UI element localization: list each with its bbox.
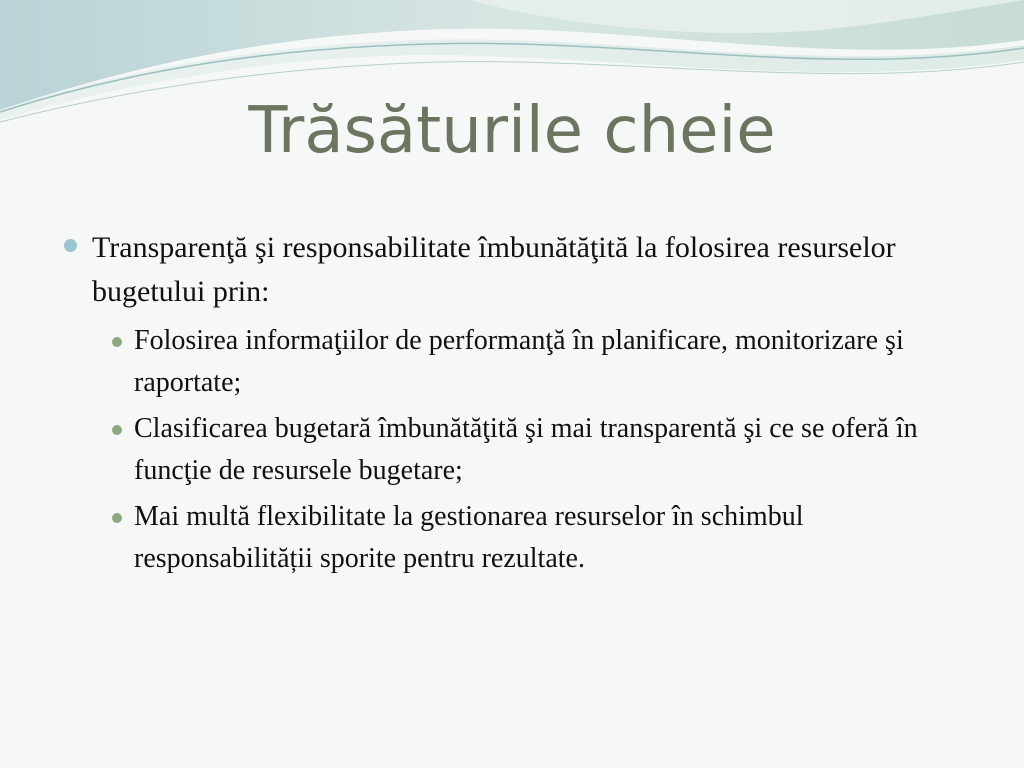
sub-bullet-item bbox=[58, 496, 978, 580]
bullet-dot-icon bbox=[112, 337, 122, 347]
sub-bullet-text: Mai multă flexibilitate la gestionarea resurselor în schimbul responsabilității sporite pentru rezultate. bbox=[134, 501, 804, 574]
sub-bullet-text: Folosirea informaţiilor de performanţă în planificare, monitorizare şi raportate; bbox=[134, 325, 904, 398]
sub-bullet-item bbox=[58, 320, 978, 404]
bullet-dot-icon bbox=[112, 425, 122, 435]
main-bullet-text: Transparenţă şi responsabilitate îmbunătăţită la folosirea resurselor bugetului prin: bbox=[92, 231, 896, 308]
sub-bullet-list bbox=[58, 320, 978, 580]
sub-bullet-item bbox=[58, 408, 978, 492]
slide-content bbox=[58, 226, 978, 584]
sub-bullet-text: Clasificarea bugetară îmbunătăţită şi mai transparentă şi ce se oferă în funcţie de resursele bugetare; bbox=[134, 413, 918, 486]
slide-title: Trăsăturile cheie bbox=[248, 94, 776, 168]
bullet-dot-icon bbox=[64, 239, 77, 252]
bullet-dot-icon bbox=[112, 513, 122, 523]
main-bullet-item bbox=[58, 226, 978, 314]
